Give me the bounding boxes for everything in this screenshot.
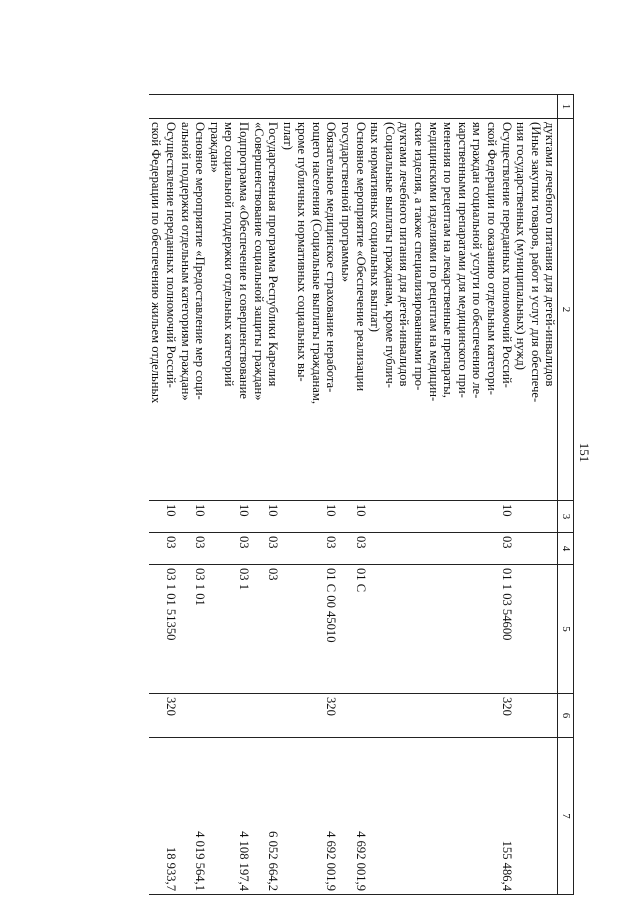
- item-name-line: Государственная программа Республики Карелия: [266, 122, 281, 387]
- table-row: [280, 95, 338, 895]
- row-number-cell: [368, 95, 514, 119]
- item-name-line: Основное мероприятие «Обеспечение реализации: [353, 122, 368, 392]
- item-name-line: ские изделия, а также специализированными про-: [412, 122, 427, 391]
- target-article-cell: 03 1: [207, 565, 251, 694]
- target-article-cell: 03 1 01: [178, 565, 207, 694]
- amount-cell: 4 692 001,9: [280, 738, 338, 895]
- item-name-line: кроме публичных нормативных социальных вы-: [295, 122, 310, 382]
- section-code-cell: 10: [178, 501, 207, 533]
- item-name-line: ям граждан социальной услуги по обеспечению ле-: [470, 122, 485, 399]
- row-number-cell: [207, 95, 251, 119]
- item-name-cell: [207, 119, 251, 501]
- row-number-cell: [178, 95, 207, 119]
- column-header: 7: [558, 738, 574, 895]
- expense-type-cell: [178, 694, 207, 738]
- item-name-line: дуктами лечебного питания для детей-инвалидов: [397, 122, 412, 387]
- item-name-line: Осуществление переданных полномочий Россий-: [163, 122, 178, 388]
- column-header: 3: [558, 501, 574, 533]
- item-name-line: ской Федерации по обеспечению жильем отдельных: [149, 122, 164, 404]
- page-number: 151: [577, 442, 592, 463]
- item-name-line: Подпрограмма «Обеспечение и совершенствование: [236, 122, 251, 399]
- row-number-cell: [339, 95, 368, 119]
- table-row: [149, 95, 178, 895]
- item-name-line: граждан»: [207, 122, 222, 173]
- amount-cell: 4 019 564,1: [178, 738, 207, 895]
- target-article-cell: [514, 565, 558, 694]
- amount-cell: 18 933,7: [149, 738, 178, 895]
- item-name-line: карственными препаратами для медицинского при-: [455, 122, 470, 398]
- item-name-line: (Социальные выплаты гражданам, кроме публич-: [382, 122, 397, 388]
- table-row: [207, 95, 251, 895]
- table-body: [149, 95, 558, 895]
- target-article-cell: 03 1 01 51350: [149, 565, 178, 694]
- header-row: [558, 95, 574, 895]
- expense-type-cell: 320: [368, 694, 514, 738]
- subsection-code-cell: 03: [149, 533, 178, 565]
- item-name-line: ных нормативных социальных выплат): [368, 122, 383, 332]
- amount-cell: 6 052 664,2: [251, 738, 280, 895]
- target-article-cell: 01 1 03 54600: [368, 565, 514, 694]
- item-name-line: альной поддержки отдельным категориям граждан»: [178, 122, 193, 401]
- subsection-code-cell: 03: [368, 533, 514, 565]
- expense-type-cell: [514, 694, 558, 738]
- row-number-cell: [251, 95, 280, 119]
- column-header: 5: [558, 565, 574, 694]
- subsection-code-cell: 03: [178, 533, 207, 565]
- section-code-cell: 10: [280, 501, 338, 533]
- item-name-line: менения по рецептам на лекарственные препараты,: [441, 122, 456, 398]
- budget-table: [149, 94, 574, 895]
- section-code-cell: 10: [149, 501, 178, 533]
- subsection-code-cell: 03: [339, 533, 368, 565]
- item-name-line: Осуществление переданных полномочий Россий-: [499, 122, 514, 388]
- section-code-cell: 10: [251, 501, 280, 533]
- item-name-line: мер социальной поддержки отдельных категорий: [222, 122, 237, 387]
- item-name-line: ния государственных (муниципальных) нужд): [514, 122, 529, 370]
- row-number-cell: [149, 95, 178, 119]
- table-row: [178, 95, 207, 895]
- target-article-cell: 03: [251, 565, 280, 694]
- column-header: 2: [558, 119, 574, 501]
- amount-cell: 4 692 001,9: [339, 738, 368, 895]
- item-name-cell: [149, 119, 178, 501]
- expense-type-cell: [339, 694, 368, 738]
- target-article-cell: 01 С 00 45010: [280, 565, 338, 694]
- item-name-line: (Иные закупки товаров, работ и услуг для обеспече-: [528, 122, 543, 403]
- table-row: [368, 95, 514, 895]
- item-name-line: ющего населения (Социальные выплаты гражданам,: [309, 122, 324, 404]
- expense-type-cell: 320: [280, 694, 338, 738]
- item-name-line: дуктами лечебного питания для детей-инвалидов: [543, 122, 558, 387]
- section-code-cell: 10: [339, 501, 368, 533]
- item-name-cell: [339, 119, 368, 501]
- row-number-cell: [280, 95, 338, 119]
- target-article-cell: 01 С: [339, 565, 368, 694]
- item-name-cell: [368, 119, 514, 501]
- column-header: 4: [558, 533, 574, 565]
- section-code-cell: 10: [207, 501, 251, 533]
- expense-type-cell: [207, 694, 251, 738]
- expense-type-cell: 320: [149, 694, 178, 738]
- item-name-cell: [251, 119, 280, 501]
- item-name-line: ской Федерации по оказанию отдельным категори-: [485, 122, 500, 395]
- column-header: 6: [558, 694, 574, 738]
- amount-cell: [514, 738, 558, 895]
- item-name-line: Основное мероприятие «Предоставление мер соци-: [193, 122, 208, 400]
- item-name-cell: [514, 119, 558, 501]
- item-name-cell: [280, 119, 338, 501]
- column-header: 1: [558, 95, 574, 119]
- item-name-line: плат): [280, 122, 295, 150]
- section-code-cell: 10: [368, 501, 514, 533]
- expense-type-cell: [251, 694, 280, 738]
- table-row: [514, 95, 558, 895]
- item-name-line: Обязательное медицинское страхование неработа-: [324, 122, 339, 393]
- item-name-line: медицинскими изделиями по рецептам на медицин-: [426, 122, 441, 402]
- amount-cell: 155 486,4: [368, 738, 514, 895]
- subsection-code-cell: 03: [207, 533, 251, 565]
- section-code-cell: [514, 501, 558, 533]
- subsection-code-cell: 03: [251, 533, 280, 565]
- subsection-code-cell: [514, 533, 558, 565]
- item-name-line: «Совершенствование социальной защиты граждан»: [251, 122, 266, 401]
- table-row: [251, 95, 280, 895]
- table-row: [339, 95, 368, 895]
- row-number-cell: [514, 95, 558, 119]
- item-name-line: государственной программы»: [339, 122, 354, 282]
- subsection-code-cell: 03: [280, 533, 338, 565]
- amount-cell: 4 108 197,4: [207, 738, 251, 895]
- item-name-cell: [178, 119, 207, 501]
